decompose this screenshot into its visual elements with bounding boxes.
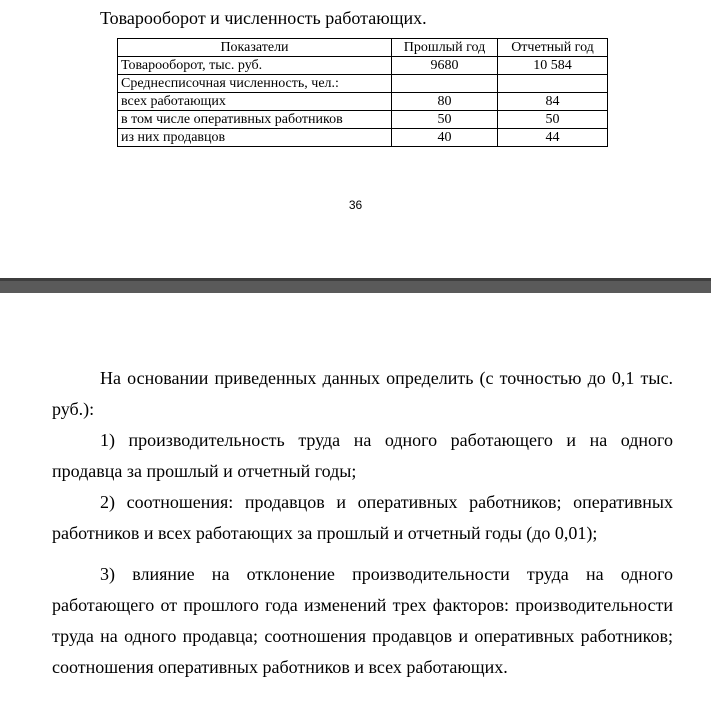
row-label: в том числе оперативных работников [118,111,392,129]
header-indicators: Показатели [118,39,392,57]
task-item-1: 1) производительность труда на одного работающего и на одного продавца за прошлый и отчетный годы; [52,430,673,481]
header-previous-year: Прошлый год [392,39,498,57]
table-row [118,57,608,75]
row-curr-value: 84 [498,93,608,111]
page-separator [0,278,711,293]
row-curr-value [498,75,608,93]
row-prev-value [392,75,498,93]
data-table [117,38,608,147]
row-prev-value: 9680 [392,57,498,75]
table-heading: Товарооборот и численность работающих. [100,8,427,28]
page-separator-shadow [0,278,711,281]
row-label: всех работающих [118,93,392,111]
table-header-row [118,39,608,57]
row-curr-value: 50 [498,111,608,129]
row-prev-value: 40 [392,129,498,147]
row-curr-value: 44 [498,129,608,147]
table-row [118,111,608,129]
table-row [118,93,608,111]
task-intro-paragraph: На основании приведенных данных определить (с точностью до 0,1 тыс. руб.): [52,368,673,419]
table-row [118,129,608,147]
header-reporting-year: Отчетный год [498,39,608,57]
page-bottom [0,293,711,718]
row-label: из них продавцов [118,129,392,147]
table-row [118,75,608,93]
row-prev-value: 50 [392,111,498,129]
task-item-2: 2) соотношения: продавцов и оперативных работников; оперативных работников и всех работающих за прошлый и отчетный годы (до 0,01); [52,492,673,543]
row-label: Товарооборот, тыс. руб. [118,57,392,75]
row-label: Среднесписочная численность, чел.: [118,75,392,93]
page-number: 36 [348,198,363,212]
row-prev-value: 80 [392,93,498,111]
row-curr-value: 10 584 [498,57,608,75]
page-top [0,0,711,278]
task-item-3: 3) влияние на отклонение производительности труда на одного работающего от прошлого года изменений трех факторов: производительности труда на одного продавца; соотношения продавцов и оперативных работников; соотношения оперативных работников и всех работающих. [52,564,673,677]
